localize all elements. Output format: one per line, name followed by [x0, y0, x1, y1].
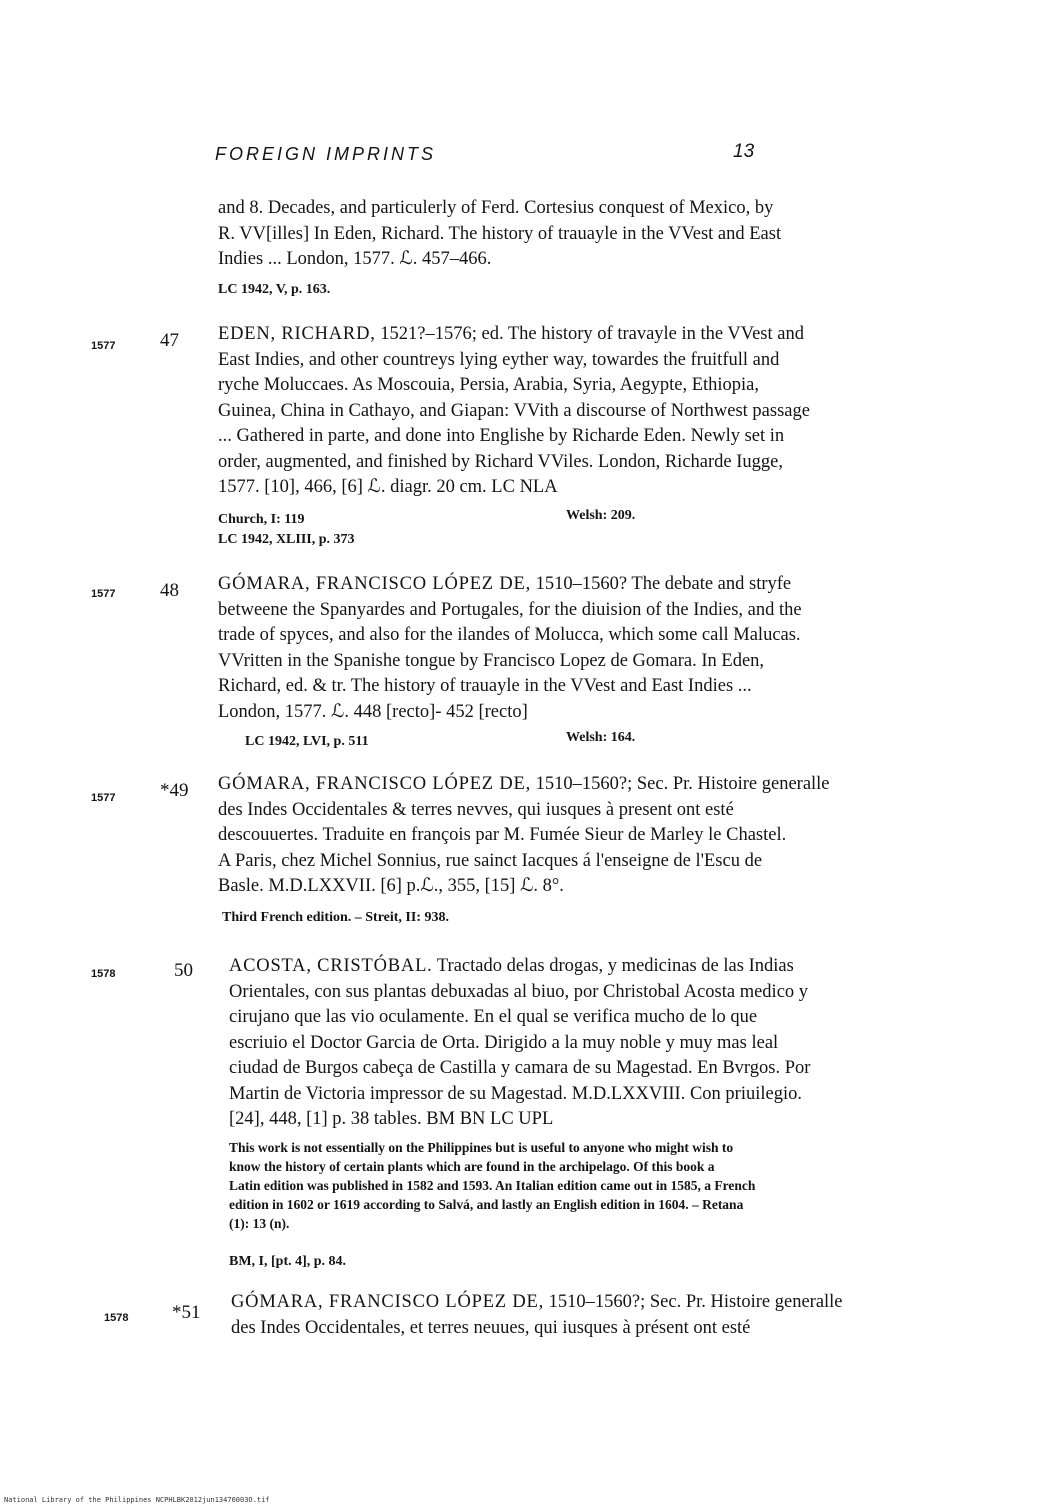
- text-line: trade of spyces, and also for the ilandes of Molucca, which some call Malucas.: [218, 625, 801, 645]
- note-line: (1): 13 (n).: [229, 1216, 290, 1231]
- entry-note: [229, 1138, 889, 1233]
- entry-ref: BM, I, [pt. 4], p. 84.: [229, 1254, 347, 1269]
- entry-number: *49: [160, 780, 189, 801]
- text-line: 1510–1560?; Sec. Pr. Histoire generalle: [548, 1292, 843, 1312]
- note-line: This work is not essentially on the Philippines but is useful to anyone who might wish to: [229, 1140, 734, 1155]
- text-line: betweene the Spanyardes and Portugales, for the diuision of the Indies, and the: [218, 599, 802, 620]
- entry-author: ACOSTA, CRISTÓBAL.: [229, 956, 433, 976]
- entry-ref-left: Church, I: 119: [218, 512, 305, 527]
- entry-ref-left: LC 1942, XLIII, p. 373: [218, 532, 355, 547]
- running-head: FOREIGN IMPRINTS: [215, 144, 437, 164]
- text-line: Guinea, China in Cathayo, and Giapan: VVith a discourse of Northwest passage: [218, 400, 810, 421]
- text-line: 1510–1560? The debate and stryfe: [535, 574, 792, 594]
- text-line: 1510–1560?; Sec. Pr. Histoire generalle: [535, 774, 830, 794]
- text-line: Richard, ed. & tr. The history of trauayle in the VVest and East Indies ...: [218, 676, 752, 696]
- continuation-ref: LC 1942, V, p. 163.: [218, 282, 331, 297]
- entry-note: Third French edition. – Streit, II: 938.: [222, 910, 449, 925]
- entry-number: 47: [160, 330, 179, 351]
- entry-number: 50: [174, 960, 193, 981]
- scan-footer: National Library of the Philippines NCPHLBK2012jun13476003O.tif: [4, 1496, 270, 1504]
- text-line: cirujano que las vio oculamente. En el qual se verifica mucho de lo que: [229, 1007, 758, 1027]
- text-line: descouuertes. Traduite en françois par M. Fumée Sieur de Marley le Chastel.: [218, 825, 787, 845]
- text-line: Basle. M.D.LXXVII. [6] p.ℒ., 355, [15] ℒ. 8°.: [218, 876, 564, 896]
- entry-author: GÓMARA, FRANCISCO LÓPEZ DE,: [218, 774, 532, 794]
- text-line: ciudad de Burgos cabeça de Castilla y camara de su Magestad. En Bvrgos. Por: [229, 1058, 811, 1078]
- entry-author: EDEN, RICHARD,: [218, 324, 376, 344]
- note-line: Latin edition was published in 1582 and 1593. An Italian edition came out in 1585, a French: [229, 1178, 756, 1193]
- entry-year: 1578: [104, 1312, 129, 1324]
- entry-author: GÓMARA, FRANCISCO LÓPEZ DE,: [218, 574, 532, 594]
- entry-text: [231, 1290, 891, 1341]
- text-line: ... Gathered in parte, and done into Englishe by Richarde Eden. Newly set in: [218, 426, 785, 446]
- entry-number: *51: [172, 1302, 201, 1323]
- entry-number: 48: [160, 580, 179, 601]
- text-line: R. VV[illes] In Eden, Richard. The history of trauayle in the VVest and East: [218, 223, 782, 244]
- text-line: Martin de Victoria impressor de su Magestad. M.D.LXXVIII. Con priuilegio.: [229, 1083, 802, 1104]
- text-line: East Indies, and other countreys lying eyther way, towardes the fruitfull and: [218, 349, 780, 370]
- entry-text: [229, 954, 889, 1133]
- text-line: and 8. Decades, and particulerly of Ferd. Cortesius conquest of Mexico, by: [218, 198, 774, 218]
- continuation-text: [218, 196, 878, 273]
- entry-ref-right: Welsh: 209.: [566, 508, 636, 523]
- text-line: Orientales, con sus plantas debuxadas al biuo, por Christobal Acosta medico y: [229, 981, 809, 1002]
- text-line: Tractado delas drogas, y medicinas de las Indias: [436, 956, 794, 976]
- entry-year: 1577: [91, 340, 116, 352]
- entry-year: 1577: [91, 588, 116, 600]
- entry-ref-right: Welsh: 164.: [566, 730, 636, 745]
- text-line: des Indes Occidentales, et terres neuues, qui iusques à présent ont esté: [231, 1317, 751, 1338]
- entry-text: [218, 572, 878, 725]
- text-line: 1521?–1576; ed. The history of travayle in the VVest and: [380, 324, 804, 344]
- text-line: A Paris, chez Michel Sonnius, rue sainct Iacques á l'enseigne de l'Escu de: [218, 850, 763, 871]
- note-line: know the history of certain plants which are found in the archipelago. Of this book a: [229, 1159, 715, 1174]
- entry-year: 1578: [91, 968, 116, 980]
- entry-year: 1577: [91, 792, 116, 804]
- entry-ref-left: LC 1942, LVI, p. 511: [245, 734, 369, 749]
- text-line: des Indes Occidentales & terres nevves, qui iusques à present ont esté: [218, 799, 734, 820]
- text-line: 1577. [10], 466, [6] ℒ. diagr. 20 cm. LC NLA: [218, 477, 558, 497]
- page-number: 13: [733, 141, 755, 162]
- entry-author: GÓMARA, FRANCISCO LÓPEZ DE,: [231, 1292, 545, 1312]
- note-line: edition in 1602 or 1619 according to Salvá, and lastly an English edition in 1604. – Retana: [229, 1197, 744, 1212]
- text-line: order, augmented, and finished by Richard VViles. London, Richarde Iugge,: [218, 451, 783, 472]
- text-line: Indies ... London, 1577. ℒ. 457–466.: [218, 249, 492, 269]
- entry-text: [218, 772, 878, 900]
- text-line: [24], 448, [1] p. 38 tables. BM BN LC UPL: [229, 1109, 554, 1129]
- text-line: London, 1577. ℒ. 448 [recto]- 452 [recto]: [218, 701, 528, 722]
- entry-text: [218, 322, 878, 501]
- text-line: escriuio el Doctor Garcia de Orta. Dirigido a la muy noble y muy mas leal: [229, 1032, 779, 1053]
- text-line: VVritten in the Spanishe tongue by Francisco Lopez de Gomara. In Eden,: [218, 650, 765, 671]
- text-line: ryche Moluccaes. As Moscouia, Persia, Arabia, Syria, Aegypte, Ethiopia,: [218, 375, 759, 395]
